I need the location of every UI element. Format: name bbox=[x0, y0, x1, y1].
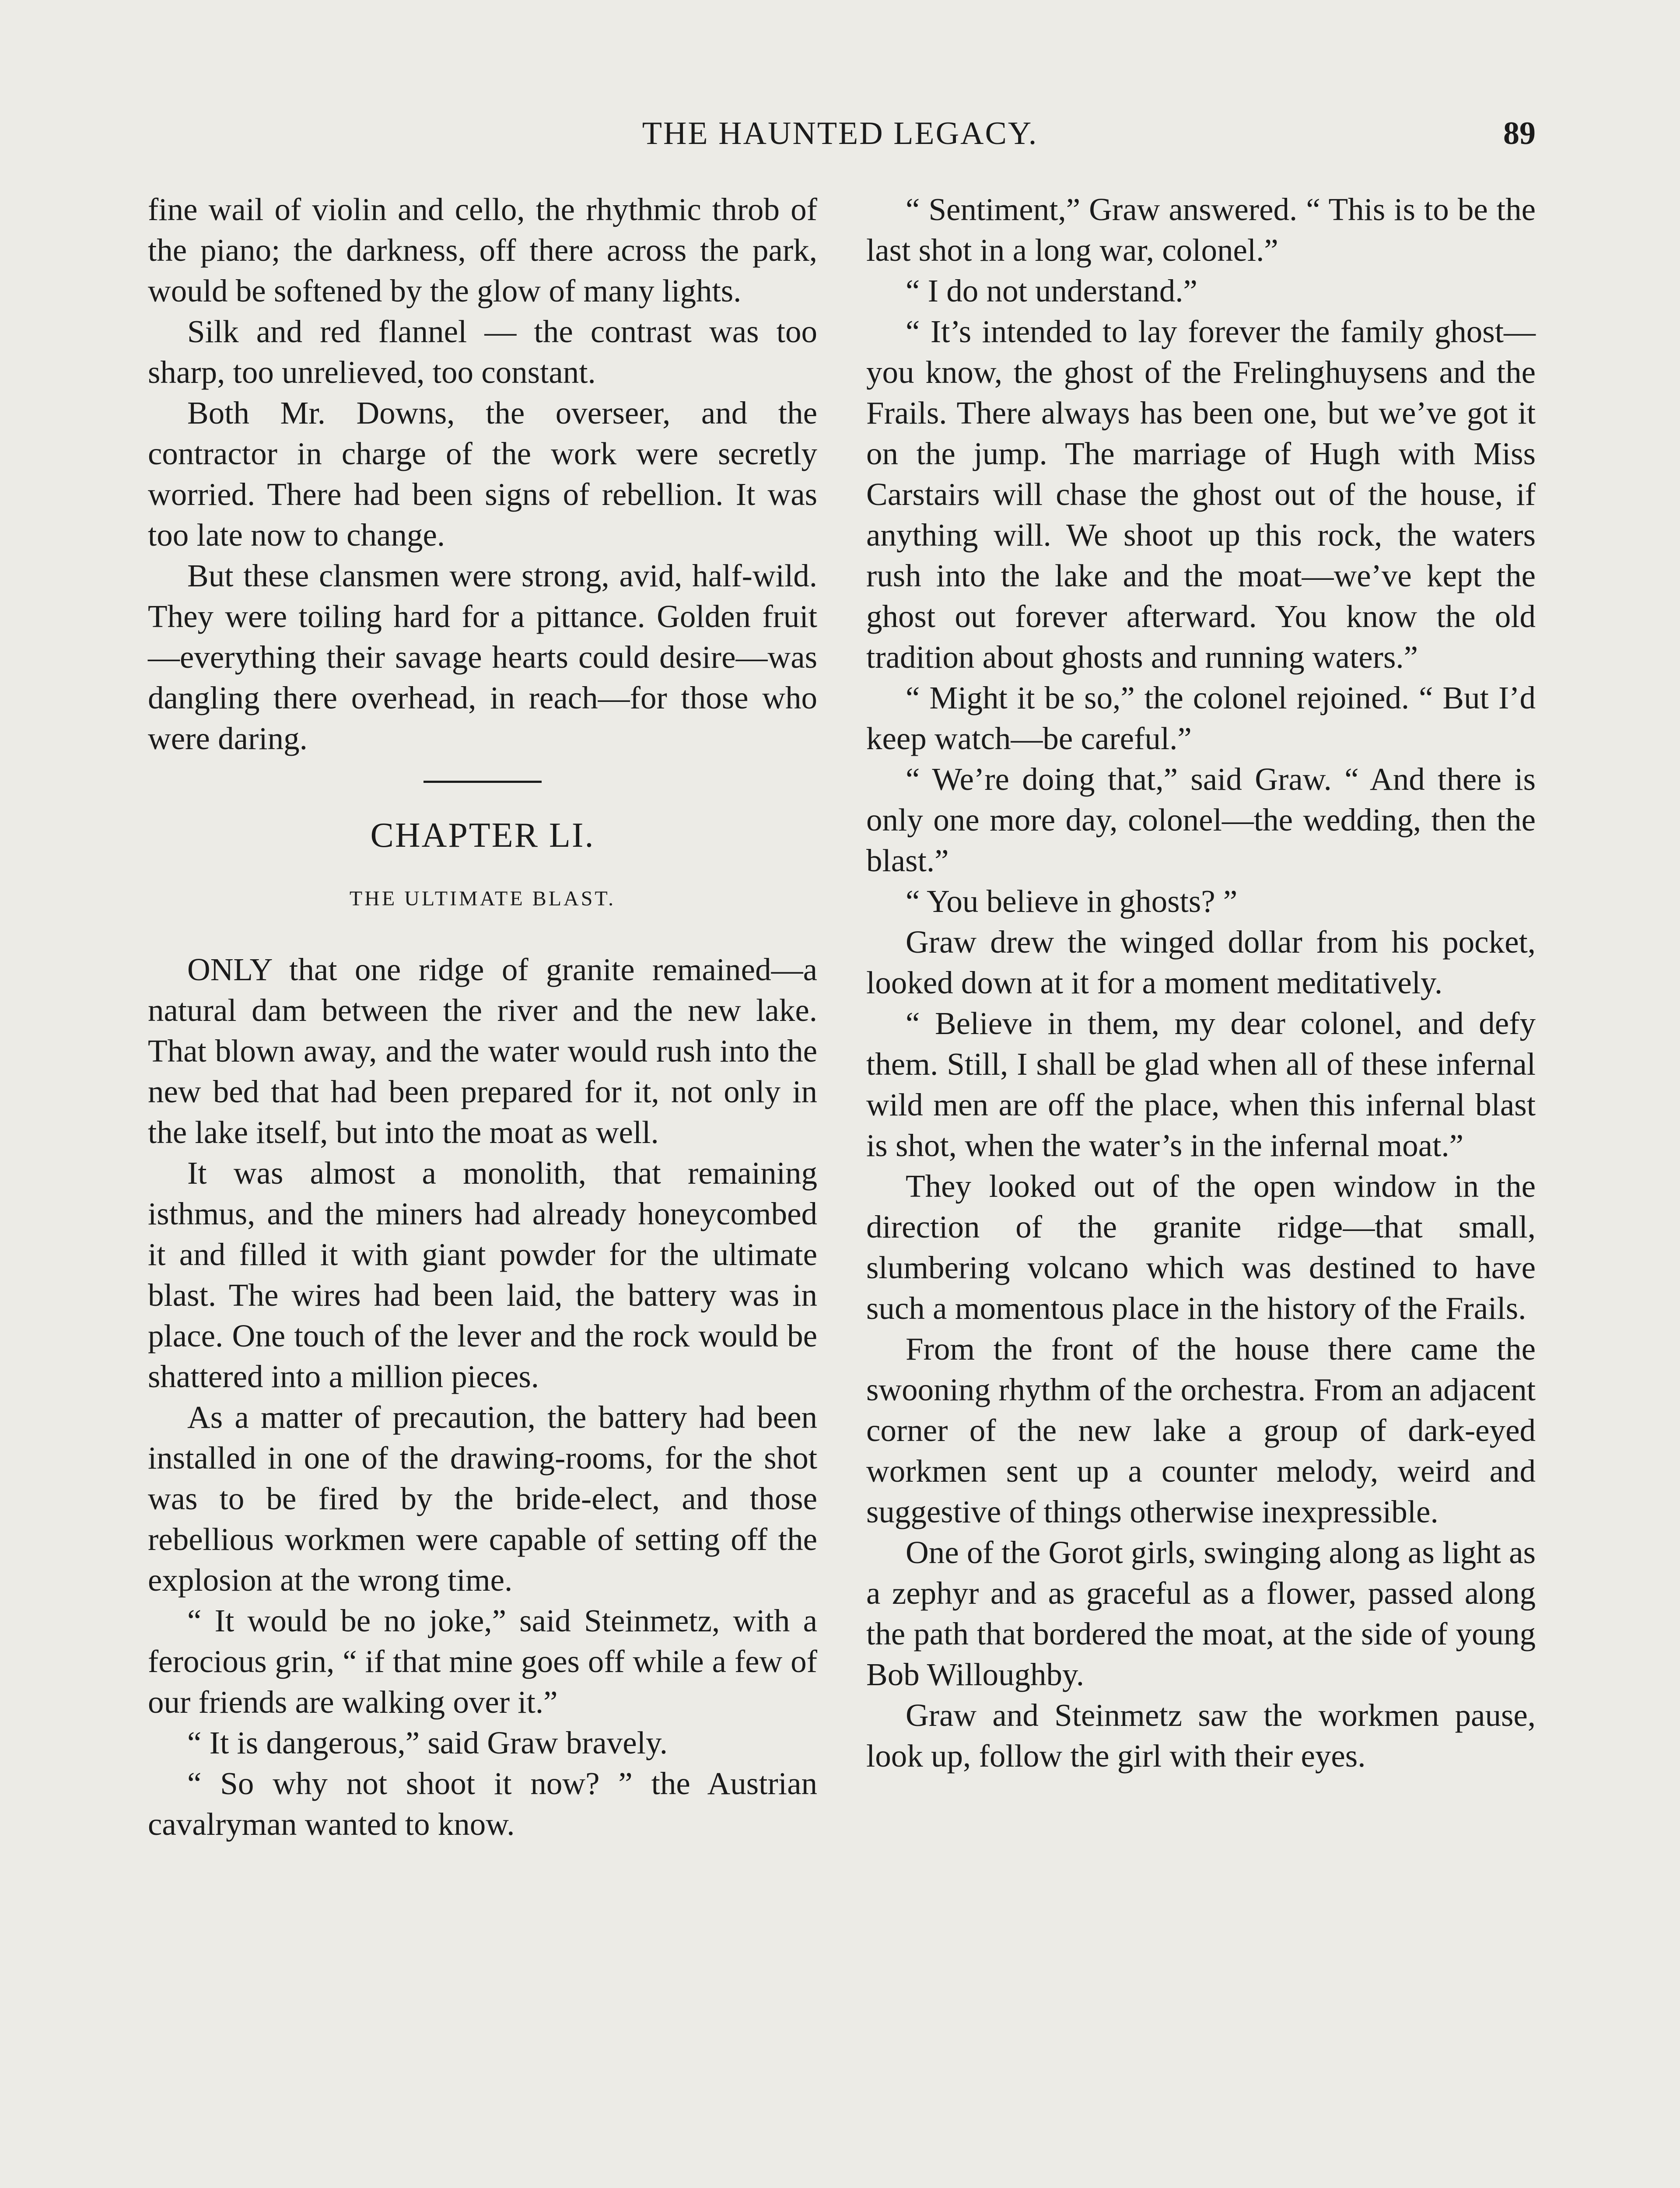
paragraph: But these clansmen were strong, avid, half-wild. They were toiling hard for a pittance. Golden fruit—everything their savage hearts could desire—was dangling there overhead, in reach—for those who were daring. bbox=[148, 558, 817, 756]
page-number: 89 bbox=[1503, 116, 1536, 151]
paragraph: “ It’s intended to lay forever the family ghost—you know, the ghost of the Frelinghuysens and the Frails. There always has been one, but we’ve got it on the jump. The marriage of Hugh with Miss Carstairs will chase the ghost out of the house, if anything will. We shoot up this rock, the waters rush into the lake and the moat—we’ve kept the ghost out forever afterward. You know the old tradition about ghosts and running waters.” bbox=[866, 314, 1536, 675]
paragraph: Both Mr. Downs, the overseer, and the contractor in charge of the work were secretly worried. There had been signs of rebellion. It was too late now to change. bbox=[148, 395, 817, 553]
paragraph: It was almost a monolith, that remaining isthmus, and the miners had already honeycombed it and filled it with giant powder for the ultimate blast. The wires had been laid, the battery was in place. One touch of the lever and the rock would be shattered into a million pieces. bbox=[148, 1155, 817, 1394]
paragraph: “ You believe in ghosts? ” bbox=[906, 884, 1238, 919]
chapter-subtitle: THE ULTIMATE BLAST. bbox=[349, 887, 616, 910]
left-column bbox=[148, 189, 817, 1844]
right-column bbox=[866, 189, 1536, 1776]
paragraph: “ It would be no joke,” said Steinmetz, with a ferocious grin, “ if that mine goes off while a few of our friends are walking over it.” bbox=[148, 1603, 817, 1720]
chapter-heading: CHAPTER LI. bbox=[370, 816, 595, 855]
paragraph: “ Might it be so,” the colonel rejoined. “ But I’d keep watch—be careful.” bbox=[866, 680, 1536, 756]
paragraph: Graw and Steinmetz saw the workmen pause, look up, follow the girl with their eyes. bbox=[866, 1697, 1536, 1774]
paragraph: “ We’re doing that,” said Graw. “ And there is only one more day, colonel—the wedding, then the blast.” bbox=[866, 761, 1536, 878]
paragraph: From the front of the house there came the swooning rhythm of the orchestra. From an adjacent corner of the new lake a group of dark-eyed workmen sent up a counter melody, weird and suggestive of things otherwise inexpressible. bbox=[866, 1331, 1536, 1529]
paragraph: They looked out of the open window in the direction of the granite ridge—that small, slumbering volcano which was destined to have such a momentous place in the history of the Frails. bbox=[866, 1168, 1536, 1326]
section-divider bbox=[424, 781, 542, 783]
paragraph: As a matter of precaution, the battery had been installed in one of the drawing-rooms, for the shot was to be fired by the bride-elect, and those rebellious workmen were capable of setting off the explosion at the wrong time. bbox=[148, 1399, 817, 1598]
paragraph: One of the Gorot girls, swinging along as light as a zephyr and as graceful as a flower, passed along the path that bordered the moat, at the side of young Bob Willoughby. bbox=[866, 1535, 1536, 1692]
paragraph: “ I do not understand.” bbox=[906, 273, 1197, 309]
paragraph: “ Believe in them, my dear colonel, and defy them. Still, I shall be glad when all of these infernal wild men are off the place, when this infernal blast is shot, when the water’s in the infernal moat.” bbox=[866, 1006, 1536, 1163]
paragraph: “ It is dangerous,” said Graw bravely. bbox=[187, 1725, 668, 1760]
paragraph: ONLY that one ridge of granite remained—a natural dam between the river and the new lake. That blown away, and the water would rush into the new bed that had been prepared for it, not only in the lake itself, but into the moat as well. bbox=[148, 952, 817, 1150]
paragraph: fine wail of violin and cello, the rhythmic throb of the piano; the darkness, off there across the park, would be softened by the glow of many lights. bbox=[148, 192, 817, 309]
paragraph: Graw drew the winged dollar from his pocket, looked down at it for a moment meditatively. bbox=[866, 924, 1536, 1000]
page-header bbox=[144, 109, 1536, 158]
paragraph: “ So why not shoot it now? ” the Austrian cavalryman wanted to know. bbox=[148, 1766, 817, 1842]
paragraph: Silk and red flannel — the contrast was too sharp, too unrelieved, too constant. bbox=[148, 314, 817, 390]
paragraph: “ Sentiment,” Graw answered. “ This is to be the last shot in a long war, colonel.” bbox=[866, 192, 1536, 268]
running-title: THE HAUNTED LEGACY. bbox=[642, 116, 1038, 151]
